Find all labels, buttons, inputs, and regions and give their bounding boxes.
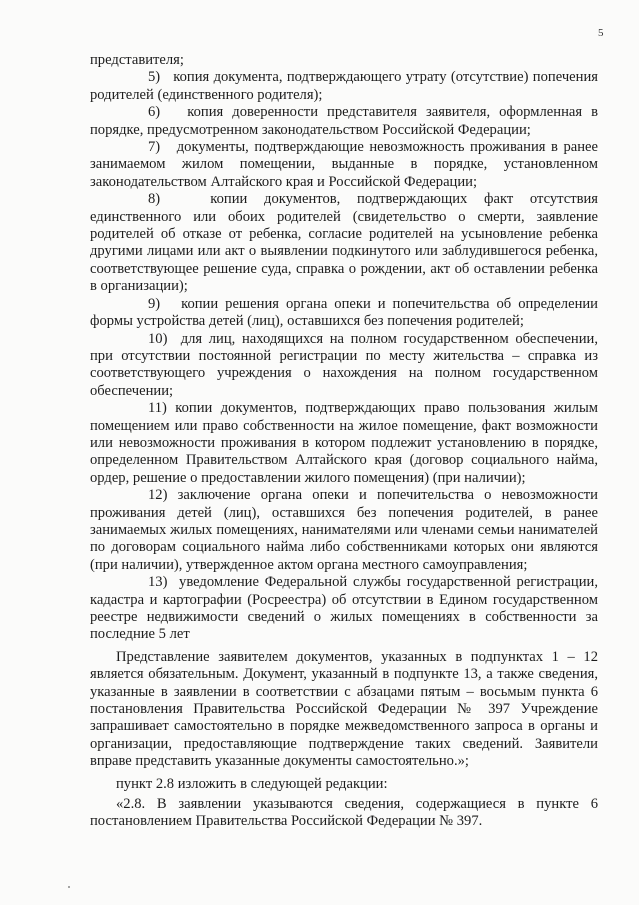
list-item-10: 10) для лиц, находящихся на полном государственном обеспечении, при отсутствии постоянной регистрации по месту жительства – справка из соответствующего учреждения о нахождения на полном государственном обеспечении; — [90, 330, 598, 399]
list-item-8: 8) копии документов, подтверждающих факт отсутствия единственного или обоих родителей (свидетельство о смерти, заявление родителей об отказе от ребенка, согласие родителей на усыновление ребенка другими лицами или акт о выявлении подкинутого или заблудившегося ребенка, соответствующее решение суда, справка о рождении, акт об оставлении ребенка в организации); — [90, 191, 598, 295]
list-item-5: 5) копия документа, подтверждающего утрату (отсутствие) попечения родителей (единственного родителя); — [90, 69, 598, 103]
document-body — [90, 52, 598, 831]
list-item-7: 7) документы, подтверждающие невозможность проживания в ранее занимаемом жилом помещении, выданные в порядке, установленном законодательством Алтайского края и Российской Федерации; — [90, 139, 598, 190]
list-item-6: 6) копия доверенности представителя заявителя, оформленная в порядке, предусмотренном законодательством Российской Федерации; — [90, 104, 598, 138]
list-item-12: 12) заключение органа опеки и попечительства о невозможности проживания детей (лиц), оставшихся без попечения родителей, в ранее занимаемых жилых помещениях, нанимателями или членами семьи нанимателей по договорам социального найма либо собственниками которых они являются (при наличии), утвержденное актом органа местного самоуправления; — [90, 487, 598, 573]
paragraph-submission-note: Представление заявителем документов, указанных в подпунктах 1 – 12 является обязательным. Документ, указанный в подпункте 13, а также сведения, указанные в заявлении в соответствии с абзацами пятым – восьмым пункта 6 постановления Правительства Российской Федерации № 397 Учреждение запрашивает самостоятельно в порядке межведомственного запроса в органы и организации, предоставляющие подтверждение таких сведений. Заявители вправе представить указанные документы самостоятельно.»; — [90, 648, 598, 770]
list-item-11: 11) копии документов, подтверждающих право пользования жилым помещением или право собственности на жилое помещение, факт возможности или невозможности проживания в котором подлежит установлению в порядке, определенном Правительством Алтайского края (договор социального найма, ордер, решение о предоставлении жилого помещения) (при наличии); — [90, 400, 598, 486]
list-item-13: 13) уведомление Федеральной службы государственной регистрации, кадастра и картографии (Росреестра) об отсутствии в Едином государственном реестре недвижимости сведений о жилых помещениях в собственности за последние 5 лет — [90, 574, 598, 643]
paragraph-continuation: представителя; — [90, 52, 184, 68]
list-item-9: 9) копии решения органа опеки и попечительства об определении формы устройства детей (лиц), оставшихся без попечения родителей; — [90, 295, 598, 330]
paragraph-clause-2-8-intro: пункт 2.8 изложить в следующей редакции: — [116, 775, 388, 792]
scan-speck — [68, 886, 70, 888]
page-number: 5 — [598, 27, 604, 39]
paragraph-clause-2-8: «2.8. В заявлении указываются сведения, содержащиеся в пункте 6 постановлением Правительства Российской Федерации № 397. — [90, 796, 598, 830]
